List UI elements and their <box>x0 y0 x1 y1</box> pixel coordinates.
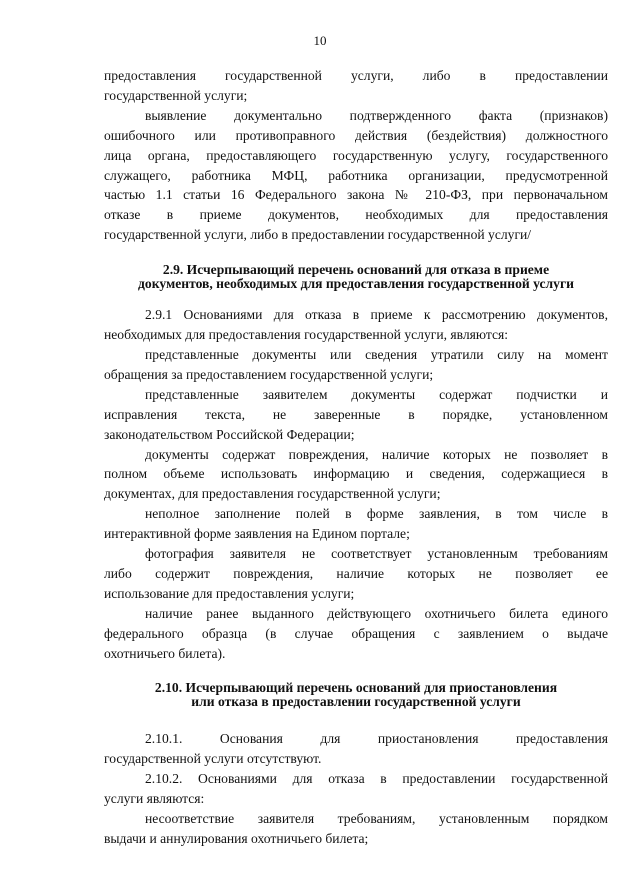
paragraph-line: предоставления государственной услуги, либо в предоставлении <box>104 68 608 83</box>
paragraph-line: исправления текста, не заверенные в порядке, установленном <box>104 406 608 422</box>
paragraph-line: обращения за предоставлением государственной услуги; <box>104 366 434 382</box>
paragraph-line: 2.10.1. Основания для приостановления предоставления <box>145 731 608 747</box>
section-2-9-body <box>104 305 608 663</box>
paragraph-line: неполное заполнение полей в форме заявления, в том числе в <box>145 506 608 522</box>
paragraph-line: законодательством Российской Федерации; <box>104 426 355 442</box>
section-2-10-heading <box>104 681 608 709</box>
paragraph-line: государственной услуги отсутствуют. <box>104 751 322 767</box>
section-2-9-heading <box>104 263 608 291</box>
paragraph-line: полном объеме использовать информацию и сведения, содержащиеся в <box>104 466 608 482</box>
paragraph-line: фотография заявителя не соответствует установленным требованиям <box>145 546 608 562</box>
heading-line: или отказа в предоставлении государственной услуги <box>191 694 521 710</box>
paragraph-line: выявление документально подтвержденного факта (признаков) <box>145 107 608 123</box>
paragraph-line: охотничьего билета). <box>104 645 226 661</box>
paragraph-line: документы содержат повреждения, наличие которых не позволяет в <box>145 446 608 462</box>
section-2-10-body <box>104 729 608 848</box>
paragraph-line: государственной услуги, либо в предоставлении государственной услуги/ <box>104 227 532 243</box>
paragraph-line: ошибочного или противоправного действия (бездействия) должностного <box>104 127 608 143</box>
paragraph-line: услуги являются: <box>104 791 205 807</box>
intro-block <box>104 66 608 245</box>
paragraph-line: частью 1.1 статьи 16 Федерального закона № 210-ФЗ, при первоначальном <box>104 187 608 203</box>
paragraph-line: отказе в приеме документов, необходимых для предоставления <box>104 207 608 223</box>
document-body <box>104 66 608 849</box>
paragraph-line: либо содержит повреждения, наличие которых не позволяет ее <box>104 565 608 581</box>
paragraph-line: выдачи и аннулирования охотничьего билета; <box>104 831 369 846</box>
paragraph-line: несоответствие заявителя требованиям, установленным порядком <box>145 811 608 827</box>
paragraph-line: государственной услуги; <box>104 87 248 103</box>
paragraph-line: представленные заявителем документы содержат подчистки и <box>145 386 608 402</box>
heading-line: 2.9. Исчерпывающий перечень оснований для отказа в приеме <box>162 262 550 278</box>
paragraph-line: необходимых для предоставления государственной услуги, являются: <box>104 327 509 343</box>
heading-line: 2.10. Исчерпывающий перечень оснований для приостановления <box>154 680 558 696</box>
paragraph-line: наличие ранее выданного действующего охотничьего билета единого <box>145 605 608 621</box>
paragraph-line: лица органа, предоставляющего государственную услугу, государственного <box>104 147 608 163</box>
heading-line: документов, необходимых для предоставления государственной услуги <box>138 276 574 292</box>
paragraph-line: федерального образца (в случае обращения с заявлением о выдаче <box>104 625 608 641</box>
paragraph-line: 2.10.2. Основаниями для отказа в предоставлении государственной <box>145 771 608 787</box>
paragraph-line: использование для предоставления услуги; <box>104 585 355 601</box>
page-number: 10 <box>313 33 327 48</box>
paragraph-line: 2.9.1 Основаниями для отказа в приеме к рассмотрению документов, <box>145 307 608 323</box>
paragraph-line: служащего, работника МФЦ, работника организации, предусмотренной <box>104 167 608 183</box>
paragraph-line: документах, для предоставления государственной услуги; <box>104 486 441 502</box>
paragraph-line: интерактивной форме заявления на Едином портале; <box>104 526 410 542</box>
paragraph-line: представленные документы или сведения утратили силу на момент <box>145 346 608 362</box>
